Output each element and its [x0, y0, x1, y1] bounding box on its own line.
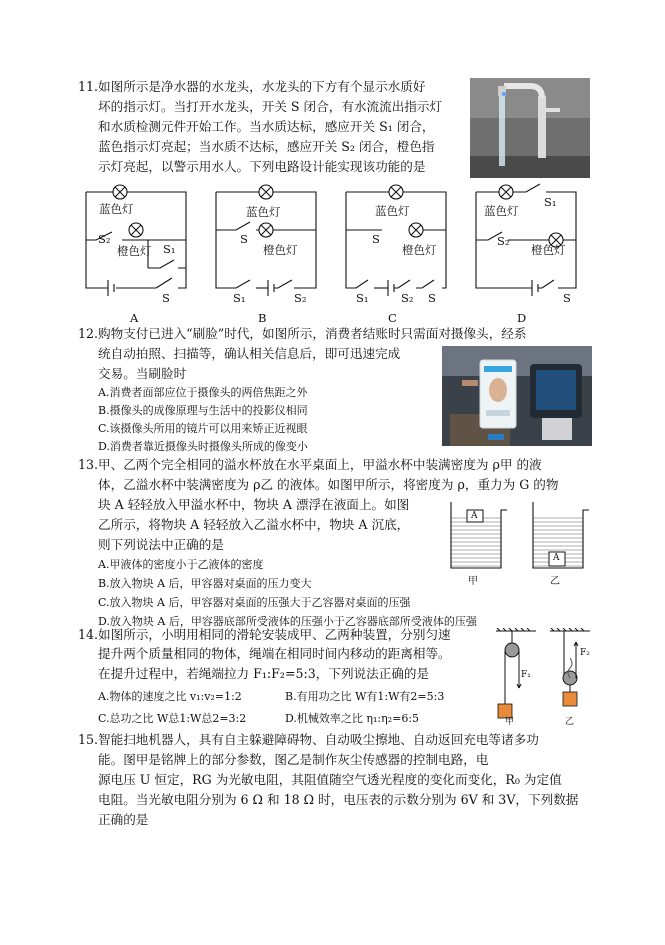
- q11-line-4: 蓝色指示灯亮起；当水质不达标，感应开关 S₂ 闭合，橙色指: [98, 139, 435, 154]
- q15-line-3: 源电压 U 恒定，RG 为光敏电阻，其阻值随空气透光程度的变化而变化，R₀ 为定值: [98, 772, 562, 787]
- q13-option-c: C.放入物块 A 后，甲容器对桌面的压强大于乙容器对桌面的压强: [98, 596, 411, 609]
- circuit-a-option: A: [130, 311, 139, 325]
- q14-line-3: 在提升过程中，若绳端拉力 F₁:F₂=5:3，下列说法正确的是: [98, 666, 430, 681]
- q13-option-a: A.甲液体的密度小于乙液体的密度: [98, 558, 264, 571]
- circuit-d-s1-label: S₁: [544, 195, 557, 209]
- circuit-b-s2-label: S₂: [294, 291, 307, 305]
- circuit-b-option: B: [258, 311, 267, 325]
- q14-option-c: C.总功之比 W总1:W总2=3:2: [98, 712, 247, 725]
- q12-option-b: B.摄像头的成像原理与生活中的投影仪相同: [98, 404, 308, 417]
- q12-option-a: A.消费者面部应位于摄像头的两倍焦距之外: [98, 386, 308, 399]
- q14-line-1: 14.如图所示，小明用相同的滑轮安装成甲、乙两种装置，分别匀速: [78, 627, 451, 642]
- circuit-a-s2-label: S₂: [98, 232, 111, 246]
- q13-block-a-jia: A: [471, 511, 478, 521]
- circuit-d-orange-label: 橙色灯: [531, 243, 566, 257]
- faucet-photo: [470, 78, 590, 178]
- circuit-c-orange-label: 橙色灯: [402, 243, 437, 257]
- q13-line-1: 13.甲、乙两个完全相同的溢水杯放在水平桌面上，甲溢水杯中装满密度为 ρ甲 的液: [78, 457, 542, 472]
- q14-label-yi: 乙: [565, 717, 575, 727]
- q11-line-5: 示灯亮起，以警示用水人。下列电路设计能实现该功能的是: [98, 159, 426, 174]
- circuit-c-s-bottom-label: S: [428, 291, 436, 305]
- q12-line-3: 交易。当刷脸时: [98, 366, 187, 381]
- q14-f2-label: F₂: [580, 648, 590, 658]
- q13-label-yi: 乙: [550, 576, 560, 587]
- circuit-c-s-label: S: [372, 232, 380, 246]
- q12-option-d: D.消费者靠近摄像头时摄像头所成的像变小: [98, 440, 308, 453]
- q14-label-jia: 甲: [505, 717, 515, 727]
- q11-line-1: 11.如图所示是净水器的水龙头，水龙头的下方有个显示水质好: [78, 79, 426, 94]
- circuit-b-orange-label: 橙色灯: [263, 243, 298, 257]
- q15-line-4: 电阻。当光敏电阻分别为 6 Ω 和 18 Ω 时，电压表的示数分别为 6V 和 3V，下列数据: [98, 792, 579, 807]
- q14-option-a: A.物体的速度之比 v₁:v₂=1:2: [98, 690, 242, 703]
- circuit-d-option: D: [517, 311, 527, 325]
- circuit-d-s-label: S: [563, 291, 571, 305]
- circuit-c-s1-label: S₁: [356, 291, 369, 305]
- circuit-b-s-label: S: [240, 232, 248, 246]
- circuit-c-option: C: [388, 311, 397, 325]
- q13-block-a-yi: A: [553, 553, 560, 563]
- q14-option-d: D.机械效率之比 η₁:η₂=6:5: [285, 712, 420, 725]
- circuit-a-orange-label: 橙色灯: [117, 244, 152, 258]
- q13-line-5: 则下列说法中正确的是: [98, 537, 224, 552]
- q14-option-b: B.有用功之比 W有1:W有2=5:3: [285, 690, 445, 703]
- q13-line-4: 乙所示，将物块 A 轻轻放入乙溢水杯中，物块 A 沉底，: [98, 517, 410, 532]
- q12-line-2: 统自动拍照、扫描等，确认相关信息后，即可迅速完成: [98, 346, 401, 361]
- q13-line-3: 块 A 轻轻放入甲溢水杯中，物块 A 漂浮在液面上。如图: [98, 497, 410, 512]
- q12-option-c: C.该摄像头所用的镜片可以用来矫正近视眼: [98, 422, 308, 435]
- q11-line-2: 坏的指示灯。当打开水龙头，开关 S 闭合，有水流流出指示灯: [98, 99, 443, 114]
- q13-line-2: 体，乙溢水杯中装满密度为 ρ乙 的液体。如图甲所示，将密度为 ρ，重力为 G 的物: [98, 477, 559, 492]
- q13-option-d: D.放入物块 A 后，甲容器底部所受液体的压强小于乙容器底部所受液体的压强: [98, 615, 477, 628]
- circuit-a-s1-label: S₁: [163, 242, 176, 256]
- circuit-c-s2-label: S₂: [401, 291, 414, 305]
- q14-pulley-figure: [494, 628, 594, 720]
- circuit-b-s1-label: S₁: [233, 291, 246, 305]
- q14-line-2: 提升两个质量相同的物体，绳端在相同时间内移动的距离相等。: [98, 646, 451, 661]
- q13-label-jia: 甲: [468, 576, 478, 587]
- q15-line-2: 能。图甲是铭牌上的部分参数，图乙是制作灰尘传感器的控制电路，电: [98, 752, 489, 767]
- q15-line-5: 正确的是: [98, 812, 149, 827]
- q11-line-3: 和水质检测元件开始工作。当水质达标，感应开关 S₁ 闭合，: [98, 119, 435, 134]
- q13-option-b: B.放入物块 A 后，甲容器对桌面的压力变大: [98, 577, 312, 590]
- circuit-b-blue-label: 蓝色灯: [246, 205, 281, 219]
- face-payment-photo: [442, 346, 592, 446]
- circuit-a-s-label: S: [162, 291, 170, 305]
- circuit-c-blue-label: 蓝色灯: [375, 204, 410, 218]
- q15-line-1: 15.智能扫地机器人，具有自主躲避障碍物、自动吸尘擦地、自动返回充电等诸多功: [78, 732, 539, 747]
- circuit-d-blue-label: 蓝色灯: [484, 204, 519, 218]
- q14-f1-label: F₁: [521, 670, 531, 680]
- q12-line-1: 12.购物支付已进入“刷脸”时代，如图所示，消费者结账时只需面对摄像头，经系: [78, 326, 527, 341]
- circuit-a-blue-label: 蓝色灯: [99, 202, 134, 216]
- q11-circuits-figure: [80, 180, 600, 320]
- circuit-d-s2-label: S₂: [497, 234, 510, 248]
